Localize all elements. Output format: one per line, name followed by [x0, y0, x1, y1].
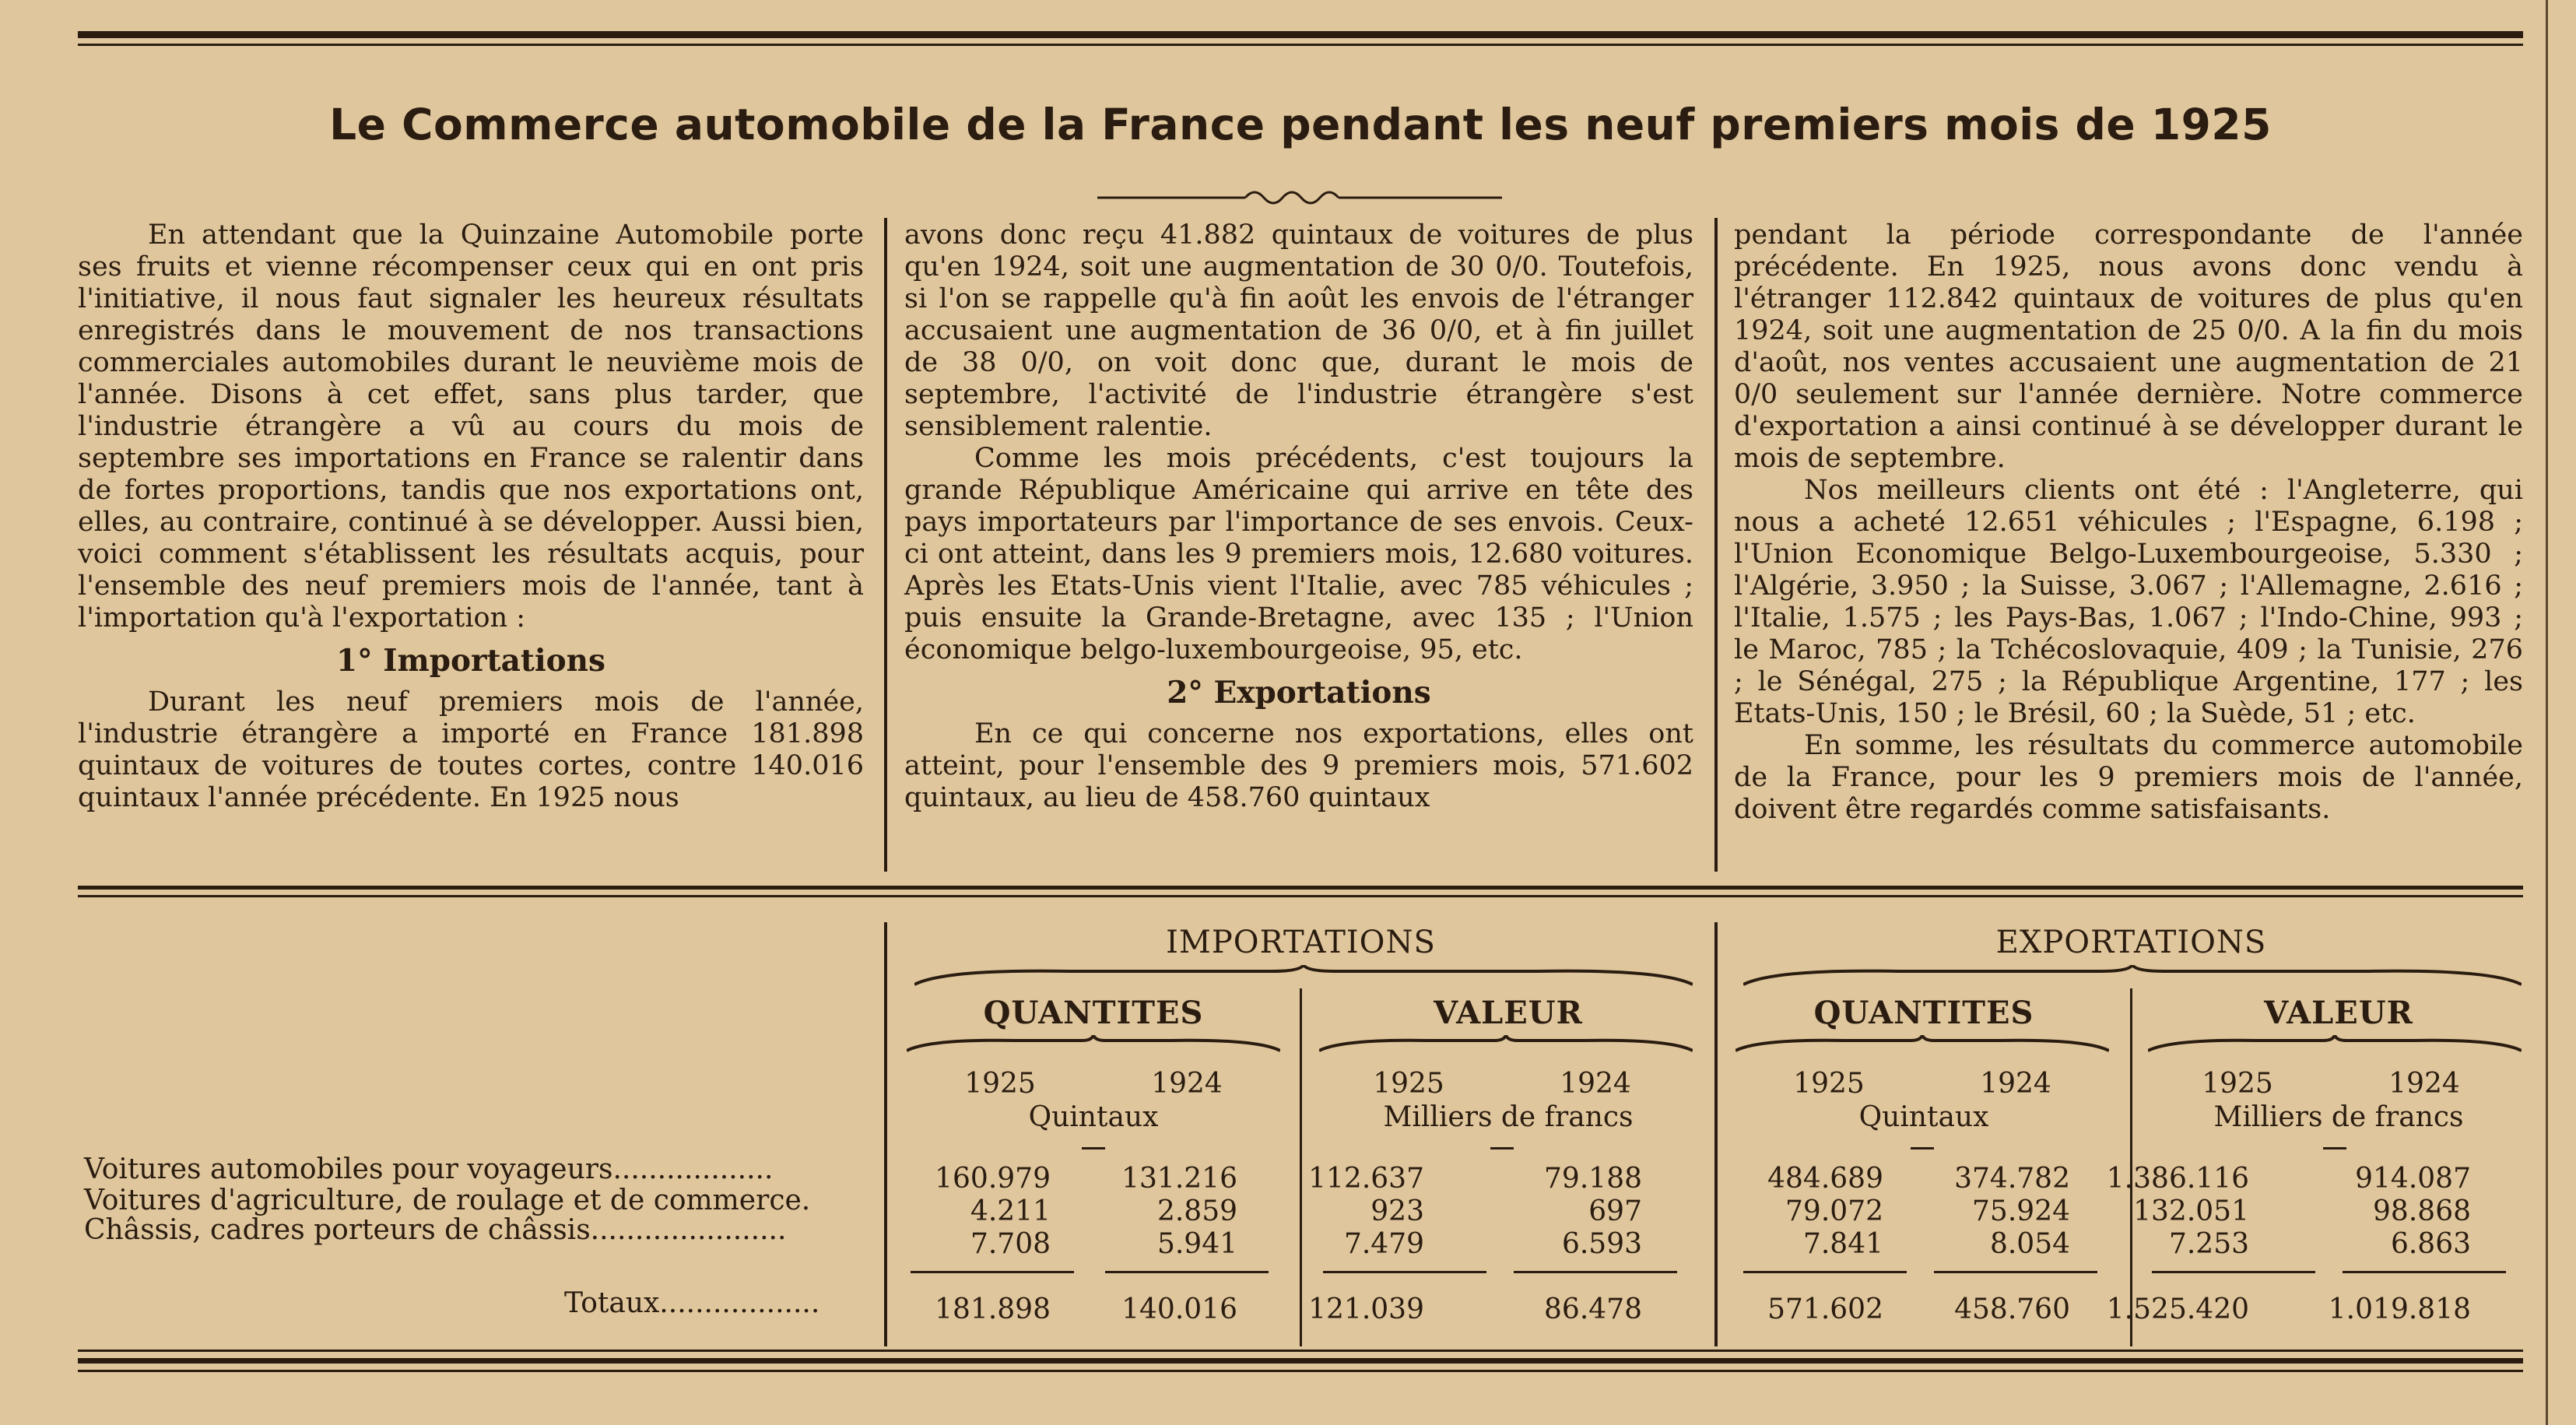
- section-heading-importations: 1° Importations: [336, 643, 605, 679]
- table-cell: 923: [1370, 1195, 1424, 1227]
- paragraph: Durant les neuf premiers mois de l'année, l'industrie étrangère a importé en France 181.898 quintaux de voitures de toutes cortes, contre 140.016 quintaux l'année précédente. En 1925 nous: [78, 686, 864, 813]
- year-header: 1924: [1560, 1068, 1631, 1100]
- total-cell: 140.016: [1121, 1293, 1237, 1325]
- table-cell: 6.863: [2390, 1228, 2471, 1260]
- year-header: 1925: [1373, 1068, 1444, 1100]
- column-separator: [884, 218, 887, 872]
- paragraph: En ce qui concerne nos exportations, elles ont atteint, pour l'ensemble des 9 premiers mois, 571.602 quintaux, au lieu de 458.760 quintaux: [904, 718, 1693, 813]
- top-rule-thick: [78, 31, 2523, 38]
- total-cell: 1.019.818: [2328, 1293, 2471, 1325]
- row-label: Voitures d'agriculture, de roulage et de commerce.: [84, 1185, 811, 1216]
- table-subgroup-header: QUANTITES: [1813, 995, 2034, 1031]
- total-line: [1514, 1271, 1677, 1273]
- table-cell: 1.386.116: [2106, 1163, 2249, 1195]
- top-rule-thin: [78, 44, 2523, 46]
- table-cell: 7.479: [1343, 1228, 1424, 1260]
- row-label: Voitures automobiles pour voyageurs..................: [84, 1153, 774, 1185]
- table-cell: 98.868: [2373, 1195, 2471, 1227]
- total-line: [2152, 1271, 2315, 1273]
- table-subgroup-header: VALEUR: [2264, 995, 2413, 1031]
- paragraph: Comme les mois précédents, c'est toujours la grande République Américaine qui arrive en tête des pays importateurs par l'importance de ses envois. Ceux-ci ont atteint, dans les 9 premiers mois, 12.680 voitures. Après les Etats-Unis vient l'Italie, avec 785 véhicules ; puis ensuite la Grande-Bretagne, avec 135 ; l'Union économique belgo-luxembourgeoise, 95, etc.: [904, 443, 1693, 665]
- bottom-rule-thin: [78, 1350, 2523, 1352]
- total-line: [2343, 1271, 2506, 1273]
- table-separator: [884, 922, 887, 1346]
- table-subgroup-header: QUANTITES: [983, 995, 1204, 1031]
- year-header: 1925: [2202, 1068, 2273, 1100]
- column-separator: [1714, 218, 1718, 872]
- row-label: Châssis, cadres porteurs de châssis......................: [84, 1214, 787, 1246]
- table-subgroup-header: VALEUR: [1434, 995, 1583, 1031]
- year-header: 1924: [1980, 1068, 2051, 1100]
- table-top-rule-thin: [78, 895, 2523, 897]
- paragraph: En somme, les résultats du commerce automobile de la France, pour les 9 premiers mois de l'année, doivent être regardés comme satisfaisants.: [1734, 730, 2523, 825]
- table-cell: 79.188: [1544, 1163, 1642, 1195]
- total-cell: 86.478: [1544, 1293, 1642, 1325]
- unit-dash: [1911, 1147, 1934, 1149]
- table-cell: 374.782: [1954, 1163, 2070, 1195]
- total-line: [1323, 1271, 1486, 1273]
- unit-dash: [1082, 1147, 1105, 1149]
- unit-dash: [1490, 1147, 1514, 1149]
- table-top-rule: [78, 886, 2523, 890]
- year-header: 1925: [964, 1068, 1036, 1100]
- table-cell: 7.841: [1802, 1228, 1883, 1260]
- total-cell: 181.898: [935, 1293, 1051, 1325]
- unit-label: Milliers de francs: [2213, 1101, 2464, 1133]
- total-line: [1105, 1271, 1269, 1273]
- table-cell: 697: [1588, 1195, 1642, 1227]
- table-cell: 160.979: [935, 1163, 1051, 1195]
- table-cell: 112.637: [1308, 1163, 1424, 1195]
- table-group-header: IMPORTATIONS: [1166, 925, 1436, 960]
- total-line: [1743, 1271, 1907, 1273]
- table-cell: 2.859: [1156, 1195, 1237, 1227]
- table-cell: 75.924: [1972, 1195, 2070, 1227]
- total-line: [1934, 1271, 2097, 1273]
- table-cell: 4.211: [970, 1195, 1051, 1227]
- table-cell: 6.593: [1561, 1228, 1642, 1260]
- total-cell: 121.039: [1308, 1293, 1424, 1325]
- paragraph-continuation: pendant la période correspondante de l'année précédente. En 1925, nous avons donc vendu à l'étranger 112.842 quintaux de voitures de plus qu'en 1924, soit une augmentation de 25 0/0. A la fin du mois d'août, nos ventes accusaient une augmentation de 21 0/0 seulement sur l'année dernière. Notre commerce d'exportation a ainsi continué à se développer durant le mois de septembre.: [1734, 219, 2523, 474]
- page-edge: [2546, 0, 2576, 1425]
- table-cell: 132.051: [2133, 1195, 2249, 1227]
- section-heading-exportations: 2° Exportations: [1167, 675, 1431, 711]
- year-header: 1925: [1793, 1068, 1865, 1100]
- subgroup-bracket: [1319, 1035, 1693, 1055]
- unit-label: Quintaux: [1028, 1101, 1159, 1133]
- table-cell: 131.216: [1121, 1163, 1237, 1195]
- table-cell: 7.253: [2168, 1228, 2249, 1260]
- table-cell: 914.087: [2355, 1163, 2471, 1195]
- bottom-rule-thin: [78, 1370, 2523, 1372]
- bottom-rule-thick: [78, 1358, 2523, 1364]
- total-line: [911, 1271, 1074, 1273]
- table-cell: 5.941: [1156, 1228, 1237, 1260]
- group-bracket: [1743, 965, 2522, 988]
- paragraph: En attendant que la Quinzaine Automobile porte ses fruits et vienne récompenser ceux qui en ont pris l'initiative, il nous faut signaler les heureux résultats enregistrés dans le mouvement de nos transactions commerciales automobiles durant le neuvième mois de l'année. Disons à cet effet, sans plus tarder, que l'industrie étrangère a vû au cours du mois de septembre ses importations en France se ralentir dans de fortes proportions, tandis que nos exportations ont, elles, au contraire, continué à se développer. Aussi bien, voici comment s'établissent les résultats acquis, pour l'ensemble des neuf premiers mois de l'année, tant à l'importation qu'à l'exportation :: [78, 219, 864, 634]
- paragraph: Nos meilleurs clients ont été : l'Angleterre, qui nous a acheté 12.651 véhicules ; l'Espagne, 6.198 ; l'Union Economique Belgo-Luxembourgeoise, 5.330 ; l'Algérie, 3.950 ; la Suisse, 3.067 ; l'Allemagne, 2.616 ; l'Italie, 1.575 ; les Pays-Bas, 1.067 ; l'Indo-Chine, 993 ; le Maroc, 785 ; la Tchécoslovaquie, 409 ; la Tunisie, 276 ; le Sénégal, 275 ; la République Argentine, 177 ; les Etats-Unis, 150 ; le Brésil, 60 ; la Suède, 51 ; etc.: [1734, 475, 2523, 729]
- article-column-1: [78, 219, 864, 814]
- totals-label: Totaux..................: [564, 1287, 820, 1319]
- year-header: 1924: [2388, 1068, 2460, 1100]
- title-ornament: [1097, 184, 1502, 207]
- paragraph-continuation: avons donc reçu 41.882 quintaux de voitures de plus qu'en 1924, soit une augmentation de 30 0/0. Toutefois, si l'on se rappelle qu'à fin août les envois de l'étranger accusaient une augmentation de 36 0/0, et à fin juillet de 38 0/0, on voit donc que, durant le mois de septembre, l'activité de l'industrie étrangère s'est sensiblement ralentie.: [904, 219, 1693, 442]
- table-group-header: EXPORTATIONS: [1995, 925, 2267, 960]
- table-cell: 484.689: [1767, 1163, 1883, 1195]
- unit-dash: [2323, 1147, 2346, 1149]
- group-bracket: [914, 965, 1693, 988]
- subgroup-bracket: [2148, 1035, 2522, 1055]
- total-cell: 1.525.420: [2106, 1293, 2249, 1325]
- year-header: 1924: [1151, 1068, 1223, 1100]
- table-cell: 8.054: [1989, 1228, 2070, 1260]
- unit-label: Quintaux: [1858, 1101, 1989, 1133]
- table-separator: [1714, 922, 1718, 1346]
- total-cell: 458.760: [1954, 1293, 2070, 1325]
- unit-label: Milliers de francs: [1383, 1101, 1634, 1133]
- article-column-3: [1734, 219, 2523, 826]
- article-title: Le Commerce automobile de la France pendant les neuf premiers mois de 1925: [329, 100, 2272, 149]
- total-cell: 571.602: [1767, 1293, 1883, 1325]
- subgroup-bracket: [907, 1035, 1280, 1055]
- subgroup-bracket: [1735, 1035, 2109, 1055]
- table-cell: 79.072: [1785, 1195, 1883, 1227]
- table-cell: 7.708: [970, 1228, 1051, 1260]
- article-column-2: [904, 219, 1693, 814]
